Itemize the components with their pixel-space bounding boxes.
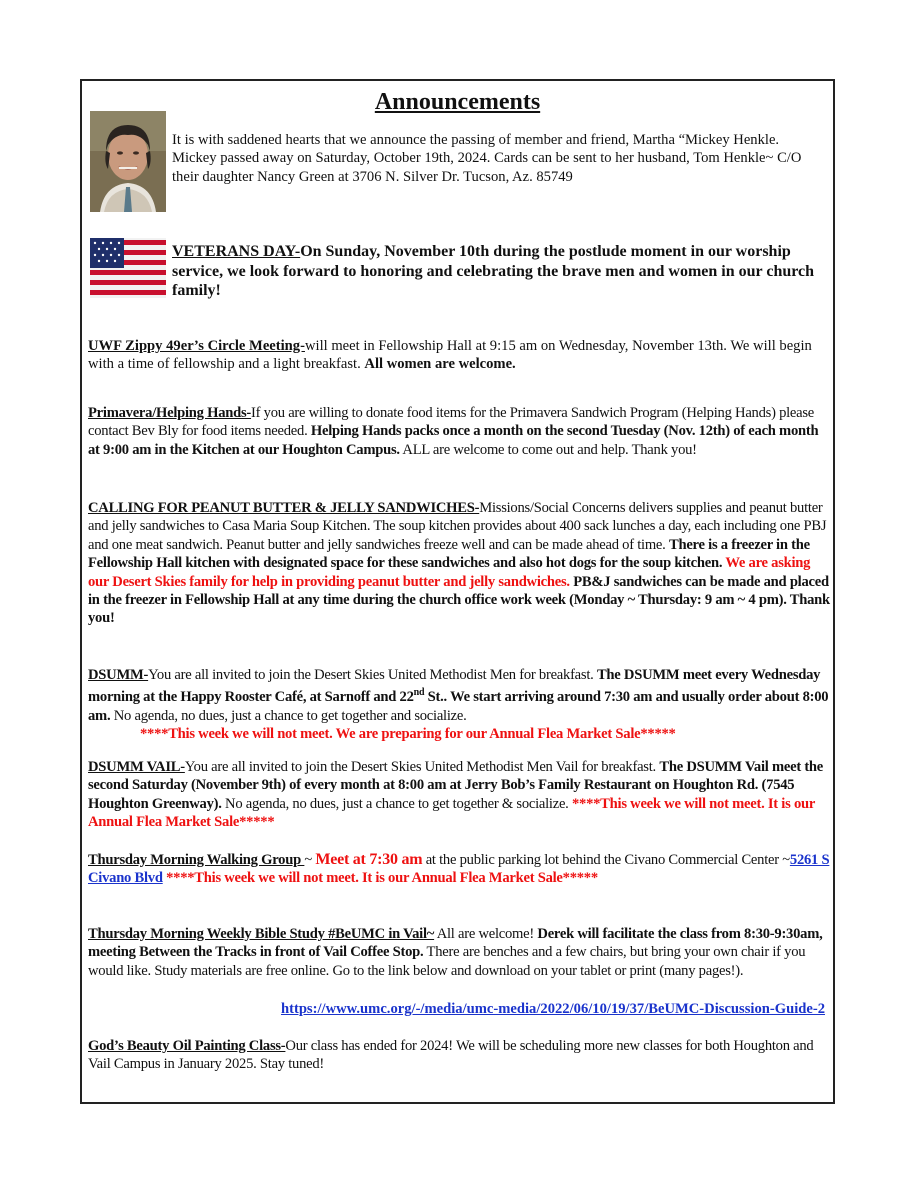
- pbj-red: We are asking our Desert Skies family for help in providing peanut butter and jelly sandwiches.: [88, 555, 811, 590]
- veterans-heading: VETERANS DAY-: [172, 243, 301, 260]
- bible-bold: Derek will facilitate the class from 8:30-9:30am, meeting Between the Tracks in front of Vail Coffee Stop.: [88, 926, 823, 961]
- dsumm-sup: nd: [413, 687, 425, 699]
- primavera-bold: Helping Hands packs once a month on the second Tuesday (Nov. 12th) of each month at 9:00 am in the Kitchen at our Houghton Campus.: [88, 423, 819, 458]
- uwf-notice: [88, 337, 828, 374]
- bible-study-link-row: [88, 1000, 825, 1018]
- primavera-tail: ALL are welcome to come out and help. Thank you!: [399, 441, 697, 458]
- primavera-heading: Primavera/Helping Hands-: [88, 405, 252, 421]
- dsumm-red: ****This week we will not meet. We are preparing for our Annual Flea Market Sale*****: [140, 726, 676, 743]
- painting-heading: God’s Beauty Oil Painting Class-: [88, 1038, 286, 1054]
- uwf-bold: All women are welcome.: [364, 356, 516, 373]
- walking-tilde: ~: [304, 852, 316, 868]
- memorial-notice: It is with saddened hearts that we announce the passing of member and friend, Martha “Mickey Henkle. Mickey passed away on Saturday, October 19th, 2024. Cards can be sent to her husband, Tom Henkle~ C/O their daughter Nancy Green at 3706 N. Silver Dr. Tucson, Az. 85749: [172, 132, 802, 185]
- bible-study-notice: [88, 925, 833, 980]
- bible-heading: Thursday Morning Weekly Bible Study #BeUMC in Vail~: [88, 926, 435, 942]
- american-flag-icon: [90, 238, 166, 298]
- pbj-heading: CALLING FOR PEANUT BUTTER & JELLY SANDWICHES-: [88, 500, 480, 516]
- dsumm-text: You are all invited to join the Desert Skies United Methodist Men for breakfast.: [148, 667, 597, 683]
- dsumm-bold1: The DSUMM meet every Wednesday morning at the Happy Rooster Café, at Sarnoff and 22: [88, 667, 821, 706]
- vail-red: ****This week we will not meet. It is our Annual Flea Market Sale*****: [88, 795, 815, 831]
- pbj-bold: There is a freezer in the Fellowship Hall kitchen with designated space for these sandwiches and also hot dogs for the soup kitchen.: [88, 536, 810, 572]
- walking-red: ****This week we will not meet. It is our Annual Flea Market Sale*****: [162, 870, 598, 887]
- walking-heading: Thursday Morning Walking Group: [88, 852, 305, 868]
- pbj-notice: [88, 499, 833, 628]
- announcements-frame: [80, 79, 835, 1104]
- primavera-notice: [88, 404, 828, 459]
- pbj-text: Missions/Social Concerns delivers supplies and peanut butter and jelly sandwiches to Casa Maria Soup Kitchen. The soup kitchen provides about 400 sack lunches a day, each including one PBJ and one meat sandwich. Peanut butter and jelly sandwiches freeze well and can be made ahead of time.: [88, 500, 827, 553]
- dsumm-notice: [88, 666, 833, 743]
- uwf-heading: UWF Zippy 49er’s Circle Meeting-: [88, 338, 305, 354]
- vail-tail: No agenda, no dues, just a chance to get together & socialize.: [221, 795, 572, 812]
- walking-text: at the public parking lot behind the Civano Commercial Center ~: [422, 852, 790, 868]
- veterans-text: On Sunday, November 10th during the postlude moment in our worship service, we look forward to honoring and celebrating the brave men and women in our church family!: [172, 243, 815, 299]
- vail-bold: The DSUMM Vail meet the second Saturday (November 9th) of every month at 8:00 am at Jerry Bob’s Family Restaurant on Houghton Rd. (7545 Houghton Greenway).: [88, 759, 824, 812]
- civano-address-link[interactable]: 5261 S Civano Blvd: [88, 852, 830, 887]
- vail-heading: DSUMM VAIL-: [88, 759, 185, 775]
- painting-text: Our class has ended for 2024! We will be scheduling more new classes for both Houghton and Vail Campus in January 2025. Stay tuned!: [88, 1038, 814, 1073]
- walking-group-notice: [88, 851, 833, 888]
- walking-time: Meet at 7:30 am: [315, 851, 423, 868]
- painting-class-notice: [88, 1037, 828, 1074]
- dsumm-bold2: St.. We start arriving around 7:30 am and usually order about 8:00 am.: [88, 689, 829, 724]
- beumc-guide-link[interactable]: https://www.umc.org/-/media/umc-media/2022/06/10/19/37/BeUMC-Discussion-Guide-2: [280, 1001, 825, 1017]
- dsumm-tail: No agenda, no dues, just a chance to get together and socialize.: [110, 707, 467, 724]
- page-title: Announcements: [374, 89, 541, 115]
- bible-tail: There are benches and a few chairs, but bring your own chair if you would like. Study materials are free online. Go to the link below and download on your tablet or print (many pages!).: [88, 944, 806, 979]
- primavera-text: If you are willing to donate food items for the Primavera Sandwich Program (Helping Hands) please contact Bev Bly for food items needed.: [88, 405, 815, 440]
- pbj-bold2: PB&J sandwiches can be made and placed in the freezer in Fellowship Hall at any time during the church office work week (Monday ~ Thursday: 9 am ~ 4 pm). Thank you!: [88, 573, 830, 627]
- vail-text: You are all invited to join the Desert Skies United Methodist Men Vail for breakfast.: [184, 759, 660, 775]
- portrait-photo-icon: [90, 111, 166, 212]
- dsumm-heading: DSUMM-: [88, 667, 149, 683]
- uwf-text: will meet in Fellowship Hall at 9:15 am on Wednesday, November 13th. We will begin with a time of fellowship and a light breakfast.: [88, 338, 812, 373]
- veterans-day-notice: [172, 242, 827, 301]
- dsumm-vail-notice: [88, 758, 833, 832]
- bible-text: All are welcome!: [434, 926, 538, 942]
